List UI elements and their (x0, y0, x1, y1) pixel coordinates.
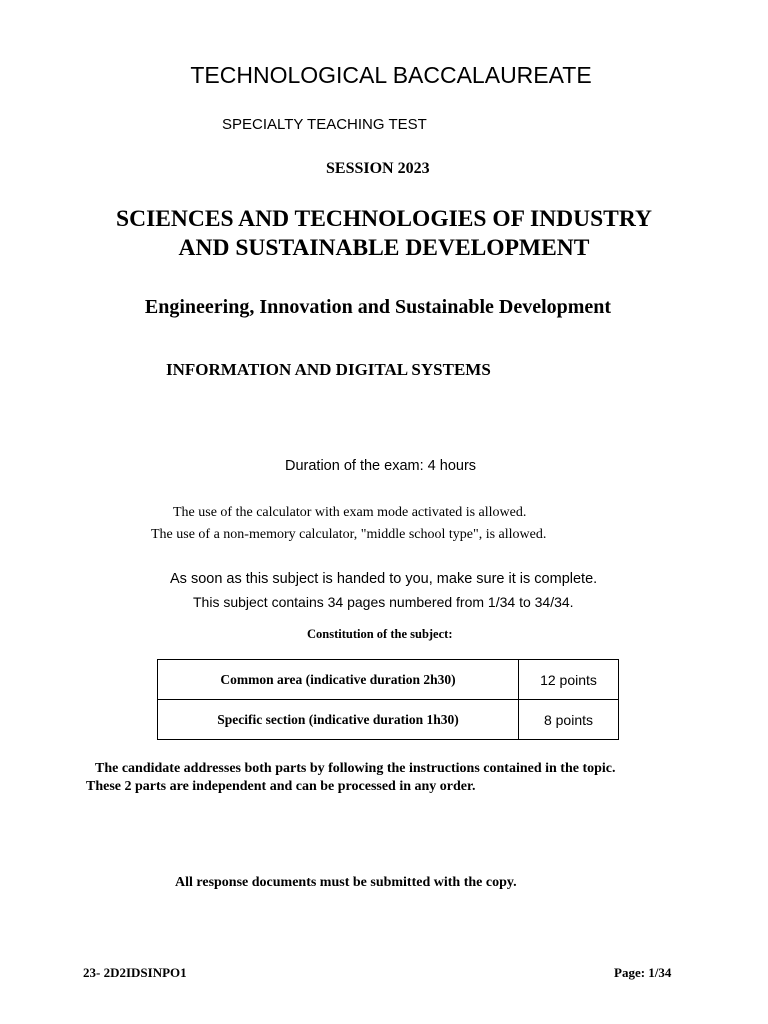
completeness-note: As soon as this subject is handed to you, make sure it is complete. (170, 571, 598, 587)
program-title (0, 205, 768, 263)
option-title: INFORMATION AND DIGITAL SYSTEMS (166, 360, 491, 379)
page-count-note: This subject contains 34 pages numbered from 1/34 to 34/34. (193, 594, 574, 610)
program-title-line-2: AND SUSTAINABLE DEVELOPMENT (178, 235, 590, 261)
table-row (158, 700, 619, 740)
part-points-cell: 12 points (519, 660, 619, 700)
exam-duration: Duration of the exam: 4 hours (285, 458, 477, 474)
session-label: SESSION 2023 (326, 160, 430, 177)
exam-title: TECHNOLOGICAL BACCALAUREATE (190, 62, 592, 88)
footer-subject-code: 23- 2D2IDSINPO1 (83, 965, 187, 980)
parts-table (157, 659, 619, 740)
constitution-heading: Constitution of the subject: (307, 627, 453, 641)
program-title-line-1: SCIENCES AND TECHNOLOGIES OF INDUSTRY (116, 206, 652, 232)
part-name-cell: Specific section (indicative duration 1h30) (158, 700, 519, 740)
exam-subtitle: SPECIALTY TEACHING TEST (222, 116, 427, 133)
part-points-cell: 8 points (519, 700, 619, 740)
program-subtitle: Engineering, Innovation and Sustainable Development (144, 296, 612, 318)
footer-page-number: Page: 1/34 (614, 965, 672, 980)
table-row (158, 660, 619, 700)
instruction-line-2: These 2 parts are independent and can be processed in any order. (86, 779, 476, 794)
submission-note: All response documents must be submitted with the copy. (175, 875, 517, 890)
instruction-line-1: The candidate addresses both parts by following the instructions contained in the topic. (95, 761, 616, 776)
calculator-rule-1: The use of the calculator with exam mode activated is allowed. (173, 505, 527, 520)
calculator-rule-2: The use of a non-memory calculator, "middle school type", is allowed. (151, 527, 547, 542)
part-name-cell: Common area (indicative duration 2h30) (158, 660, 519, 700)
